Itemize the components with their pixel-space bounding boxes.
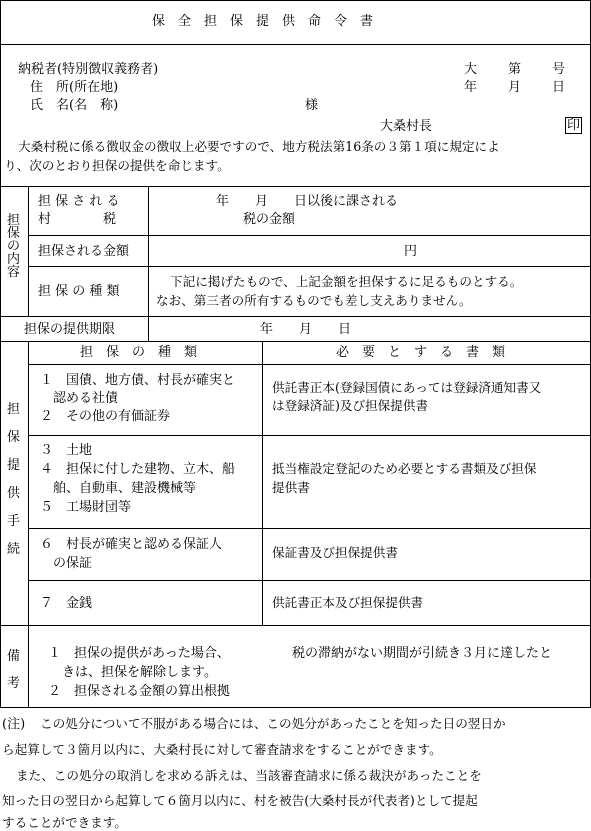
date-day: 日 [552, 80, 566, 95]
issuer-name: 大桑村長 [380, 119, 433, 134]
procedure-row3-line [28, 580, 591, 581]
procedure-header-line [28, 364, 591, 365]
procedure-row1-line [28, 435, 591, 436]
doc-no-dai: 第 [508, 62, 522, 77]
procedure-col-divider [262, 341, 263, 625]
row2-type-line3: 舶、自動車、建設機械等 [40, 481, 197, 496]
row1-type-line1: １ 国債、地方債、村長が確実と [40, 373, 236, 388]
row1-docs-line1: 供託書正本(登録国債にあっては登録済通知書又 [272, 380, 542, 395]
row3-type-line1: ６ 村長が確実と認める保証人 [40, 537, 223, 552]
border-left [0, 0, 1, 707]
taxpayer-label: 納税者(特別徴収義務者) [18, 62, 159, 77]
security-type-value-line2: なお、第三者の所有するものでも差し支えありません。 [156, 293, 472, 308]
deadline-value: 年 月 日 [260, 322, 352, 337]
content-row1-line [28, 235, 591, 236]
village-tax-value-line1: 年 月 日以後に課される [216, 194, 399, 209]
village-tax-value-line2: 税の金額 [243, 212, 296, 227]
address-label: 住 所(所在地) [30, 80, 119, 95]
row2-type-line2: ４ 担保に付した建物、立木、船 [40, 462, 236, 477]
border-top [0, 0, 591, 1]
title-divider [0, 44, 591, 45]
content-value-divider [148, 186, 149, 341]
honorific: 様 [305, 98, 319, 113]
village-tax-label-line2: 村 税 [38, 212, 117, 227]
row2-docs-line2: 提供書 [272, 480, 310, 495]
deadline-label: 担保の提供期限 [24, 322, 116, 337]
body-text-line2: り、次のとおり担保の提供を命じます。 [4, 158, 230, 173]
document-title: 保 全 担 保 提 供 命 令 書 [152, 14, 374, 29]
remark-item1-a: １ 担保の提供があった場合、 [48, 646, 230, 661]
content-divider [0, 341, 591, 342]
procedure-group-label: 担 保 提 供 手 続 [7, 402, 21, 557]
remark-item1-c: きは、担保を解除します。 [62, 665, 217, 680]
row3-docs-line1: 保証書及び担保提供書 [272, 545, 398, 560]
secured-amount-unit: 円 [404, 244, 418, 259]
content-row3-line [0, 316, 591, 317]
date-month: 月 [508, 80, 522, 95]
content-label-divider [28, 186, 29, 316]
date-year: 年 [464, 80, 478, 95]
village-tax-label-line1: 担 保 さ れ る [38, 194, 120, 209]
doc-no-era: 大 [464, 62, 478, 77]
note-line2: ら起算して３箇月以内に、大桑村長に対して審査請求をすることができます。 [2, 742, 442, 757]
procedure-label-divider [28, 341, 29, 625]
row2-type-line4: ５ 工場財団等 [40, 500, 132, 515]
row3-type-line2: の保証 [40, 556, 93, 571]
remarks-label-divider [28, 625, 29, 707]
seal-mark: 印 [567, 118, 581, 133]
body-text-line1: 大桑村税に係る徴収金の徴収上必要ですので、地方税法第16条の３第１項に規定によ [18, 139, 500, 154]
remark-item2: ２ 担保される金額の算出根拠 [48, 684, 231, 699]
note-line3: また、この処分の取消しを求める訴えは、当該審査請求に係る裁決があったことを [16, 768, 482, 783]
row1-docs-line2: は登録済証)及び担保提供書 [272, 398, 429, 413]
row2-docs-line1: 抵当権設定登記のため必要とする書類及び担保 [272, 461, 537, 476]
header-divider [0, 186, 591, 187]
row4-type-line1: ７ 金銭 [40, 596, 93, 611]
row1-type-line2: 認める社債 [40, 391, 119, 406]
col-header-required-docs: 必 要 と す る 書 類 [336, 345, 506, 360]
row1-type-line3: ２ その他の有価証券 [40, 409, 171, 424]
procedure-row2-line [28, 528, 591, 529]
col-header-security-type: 担 保 の 種 類 [80, 345, 198, 360]
note-label: (注) [2, 717, 26, 732]
note-line5: することができます。 [2, 815, 127, 830]
row2-type-line1: ３ 土地 [40, 443, 93, 458]
row4-docs-line1: 供託書正本及び担保提供書 [272, 595, 424, 610]
note-line1: この処分について不服がある場合には、この処分があったことを知った日の翌日か [40, 716, 506, 731]
security-type-value-line1: 下記に掲げたもので、上記金額を担保するに足るものとする。 [170, 274, 523, 289]
procedure-divider [0, 625, 591, 626]
name-label: 氏 名(名 称) [30, 98, 119, 113]
note-line4: 知った日の翌日から起算して６箇月以内に、村を被告(大桑村長が代表者)として提起 [2, 793, 478, 808]
remarks-bottom [0, 707, 591, 708]
content-row2-line [28, 266, 591, 267]
secured-amount-label: 担保される金額 [38, 244, 130, 259]
remark-item1-b: 税の滞納がない期間が引続き３月に達したと [292, 646, 553, 661]
remarks-group-label: 備 考 [7, 649, 21, 691]
content-group-label: 担 保 の 内 容 [7, 213, 21, 280]
doc-no-go: 号 [552, 62, 566, 77]
security-type-label: 担 保 の 種 類 [38, 284, 120, 299]
